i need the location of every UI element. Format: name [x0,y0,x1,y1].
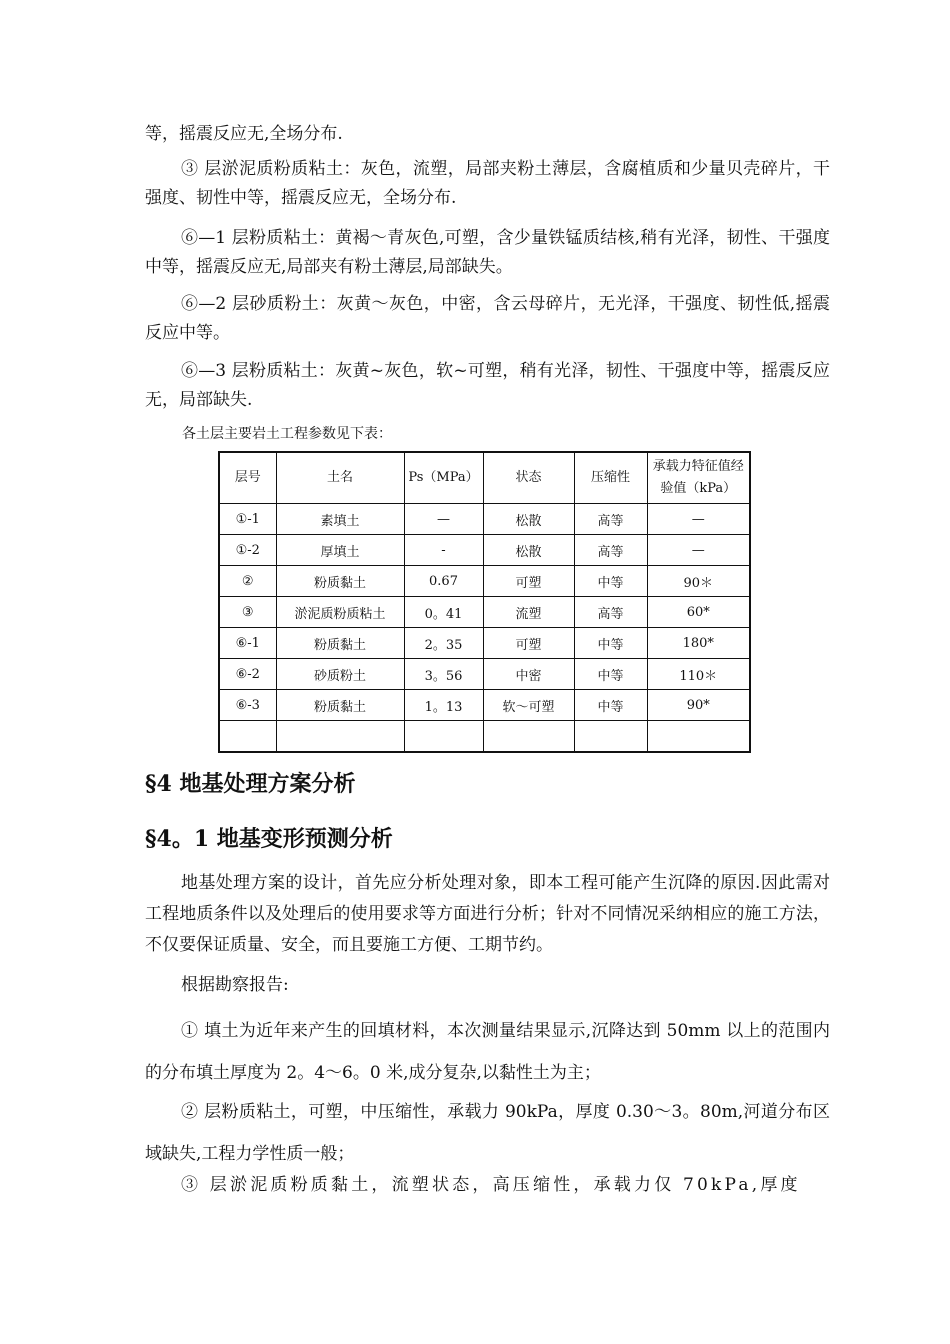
cell-state [483,721,574,753]
cell-ps: 0.67 [404,566,483,597]
cell-compressibility: 高等 [574,504,647,535]
cell-state: 流塑 [483,597,574,628]
cell-layer-no: ⑥-1 [219,628,276,659]
cell-compressibility: 中等 [574,628,647,659]
paragraph-layer-6-2: ⑥—2 层砂质粉土：灰黄～灰色，中密，含云母碎片，无光泽，干强度、韧性低,摇震反应中等。 [145,294,830,343]
table-row [219,566,750,597]
table-row [219,659,750,690]
table-row [219,628,750,659]
cell-layer-no: ①-1 [219,504,276,535]
cell-bearing-capacity [647,721,750,753]
cell-ps: — [404,504,483,535]
cell-soil-name: 砂质粉土 [276,659,404,690]
cell-layer-no: ② [219,566,276,597]
section-heading-4: §4 地基处理方案分析 [145,771,356,797]
paragraph-report-label: 根据勘察报告: [181,975,289,995]
cell-layer-no: ⑥-3 [219,690,276,721]
cell-ps: 0。41 [404,597,483,628]
cell-ps: 3。56 [404,659,483,690]
paragraph-continuation: 等，摇震反应无,全场分布. [145,124,343,144]
cell-compressibility: 中等 [574,566,647,597]
cell-state: 松散 [483,535,574,566]
cell-bearing-capacity: 180* [647,628,750,659]
table-row [219,597,750,628]
paragraph-layer-3: ③ 层淤泥质粉质粘土：灰色，流塑，局部夹粉土薄层，含腐植质和少量贝壳碎片，干强度、韧性中等，摇震反应无，全场分布. [145,159,830,208]
table-header-row [219,452,750,504]
header-ps: Ps（MPa） [404,452,483,504]
cell-soil-name: 淤泥质粉质粘土 [276,597,404,628]
cell-ps: - [404,535,483,566]
cell-ps [404,721,483,753]
cell-soil-name: 粉质黏土 [276,690,404,721]
cell-soil-name [276,721,404,753]
header-layer-no: 层号 [219,452,276,504]
cell-layer-no: ①-2 [219,535,276,566]
table-row-empty [219,721,750,753]
paragraph-layer-6-3: ⑥—3 层粉质粘土：灰黄~灰色，软~可塑，稍有光泽，韧性、干强度中等，摇震反应无，局部缺失. [145,361,830,410]
paragraph-item-2: ② 层粉质粘土，可塑，中压缩性，承载力 90kPa，厚度 0.30～3。80m,河道分布区域缺失,工程力学性质一般； [145,1102,830,1164]
header-state: 状态 [483,452,574,504]
cell-layer-no [219,721,276,753]
cell-bearing-capacity: 110＊ [647,659,750,690]
header-compressibility: 压缩性 [574,452,647,504]
cell-state: 松散 [483,504,574,535]
header-soil-name: 土名 [276,452,404,504]
header-bearing-capacity: 承载力特征值经验值（kPa） [647,452,750,504]
table-caption: 各土层主要岩土工程参数见下表： [182,426,392,442]
table-row [219,535,750,566]
cell-bearing-capacity: 90* [647,690,750,721]
cell-compressibility: 中等 [574,690,647,721]
cell-layer-no: ③ [219,597,276,628]
cell-soil-name: 素填土 [276,504,404,535]
table-row [219,504,750,535]
cell-compressibility: 高等 [574,535,647,566]
cell-soil-name: 粉质黏土 [276,566,404,597]
cell-layer-no: ⑥-2 [219,659,276,690]
paragraph-item-1: ① 填土为近年来产生的回填材料，本次测量结果显示,沉降达到 50mm 以上的范围内的分布填土厚度为 2。4～6。0 米,成分复杂,以黏性土为主； [145,1021,830,1083]
cell-state: 可塑 [483,566,574,597]
cell-bearing-capacity: — [647,535,750,566]
paragraph-layer-6-1: ⑥—1 层粉质粘土：黄褐～青灰色,可塑，含少量铁锰质结核,稍有光泽，韧性、干强度中等，摇震反应无,局部夹有粉土薄层,局部缺失。 [145,228,830,277]
cell-ps: 1。13 [404,690,483,721]
cell-state: 中密 [483,659,574,690]
cell-soil-name: 粉质黏土 [276,628,404,659]
cell-state: 可塑 [483,628,574,659]
cell-state: 软～可塑 [483,690,574,721]
cell-bearing-capacity: 90＊ [647,566,750,597]
table-row [219,690,750,721]
paragraph-item-3: ③ 层淤泥质粉质黏土，流塑状态，高压缩性，承载力仅 70kPa,厚度 [181,1175,801,1195]
soil-parameters-table [218,451,751,753]
cell-compressibility: 中等 [574,659,647,690]
section-heading-4-1: §4。1 地基变形预测分析 [145,826,393,852]
cell-compressibility: 高等 [574,597,647,628]
cell-compressibility [574,721,647,753]
cell-ps: 2。35 [404,628,483,659]
paragraph-intro: 地基处理方案的设计，首先应分析处理对象，即本工程可能产生沉降的原因.因此需对工程地质条件以及处理后的使用要求等方面进行分析；针对不同情况采纳相应的施工方法，不仅要保证质量、安全，而且要施工方便、工期节约。 [145,873,830,955]
cell-soil-name: 厚填土 [276,535,404,566]
cell-bearing-capacity: 60* [647,597,750,628]
cell-bearing-capacity: — [647,504,750,535]
